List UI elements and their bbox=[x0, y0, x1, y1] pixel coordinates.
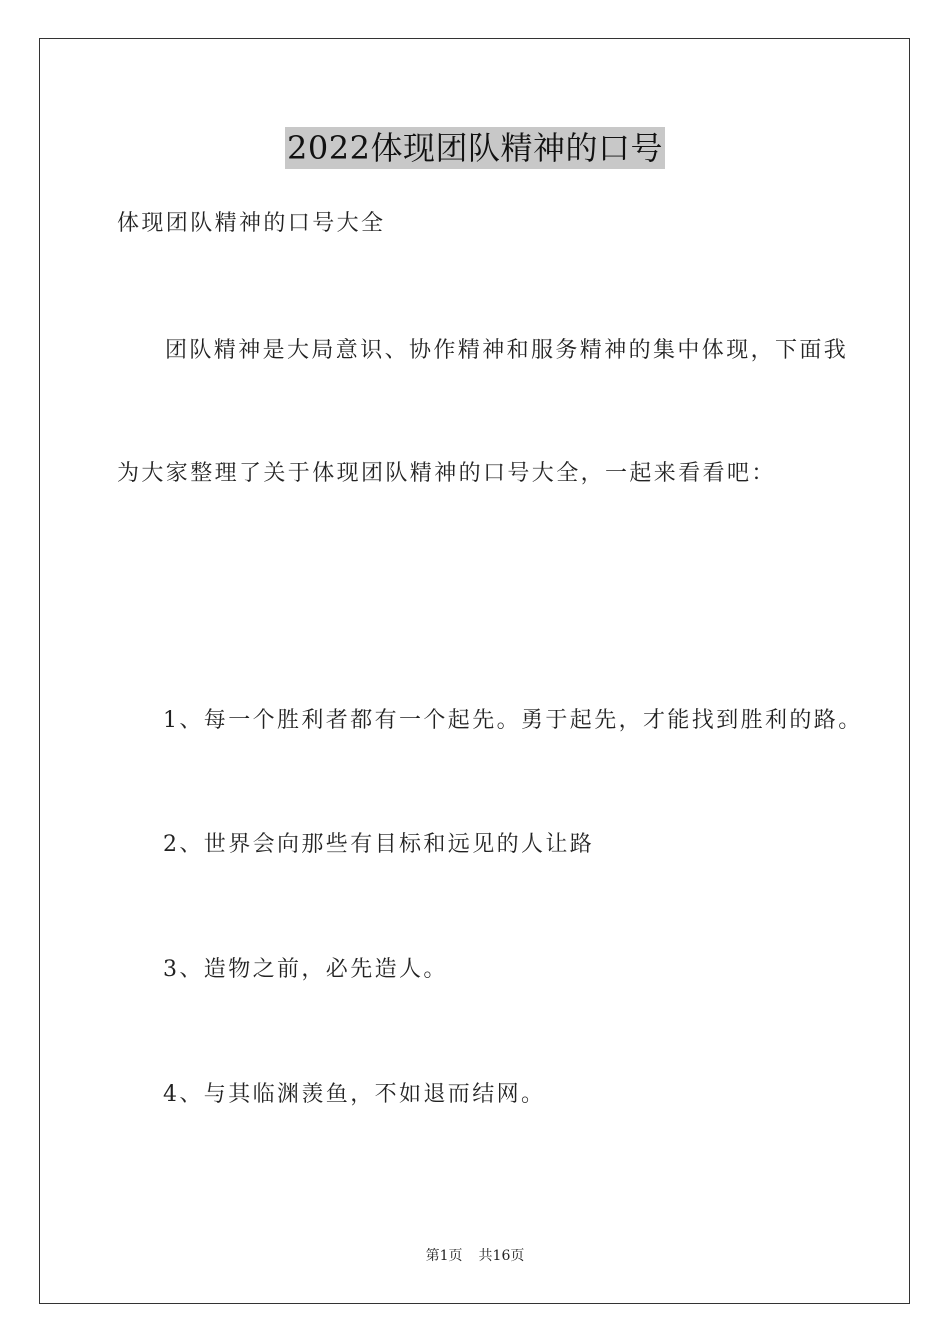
page-number-current: 第1页 bbox=[425, 1248, 463, 1264]
intro-paragraph-line-1: 团队精神是大局意识、协作精神和服务精神的集中体现，下面我 bbox=[165, 338, 849, 363]
slogan-item: 2、世界会向那些有目标和远见的人让路 bbox=[163, 832, 595, 857]
document-subtitle: 体现团队精神的口号大全 bbox=[117, 211, 386, 236]
slogan-item: 4、与其临渊羡鱼，不如退而结网。 bbox=[163, 1082, 546, 1107]
slogan-item: 1、每一个胜利者都有一个起先。勇于起先，才能找到胜利的路。 bbox=[163, 708, 863, 733]
document-title: 2022体现团队精神的口号 bbox=[287, 129, 663, 167]
page-number-total: 共16页 bbox=[478, 1248, 525, 1264]
slogan-item: 3、造物之前，必先造人。 bbox=[163, 957, 448, 982]
title-container bbox=[0, 127, 950, 169]
page-footer bbox=[0, 1246, 950, 1266]
intro-paragraph-line-2: 为大家整理了关于体现团队精神的口号大全，一起来看看吧： bbox=[117, 461, 776, 486]
